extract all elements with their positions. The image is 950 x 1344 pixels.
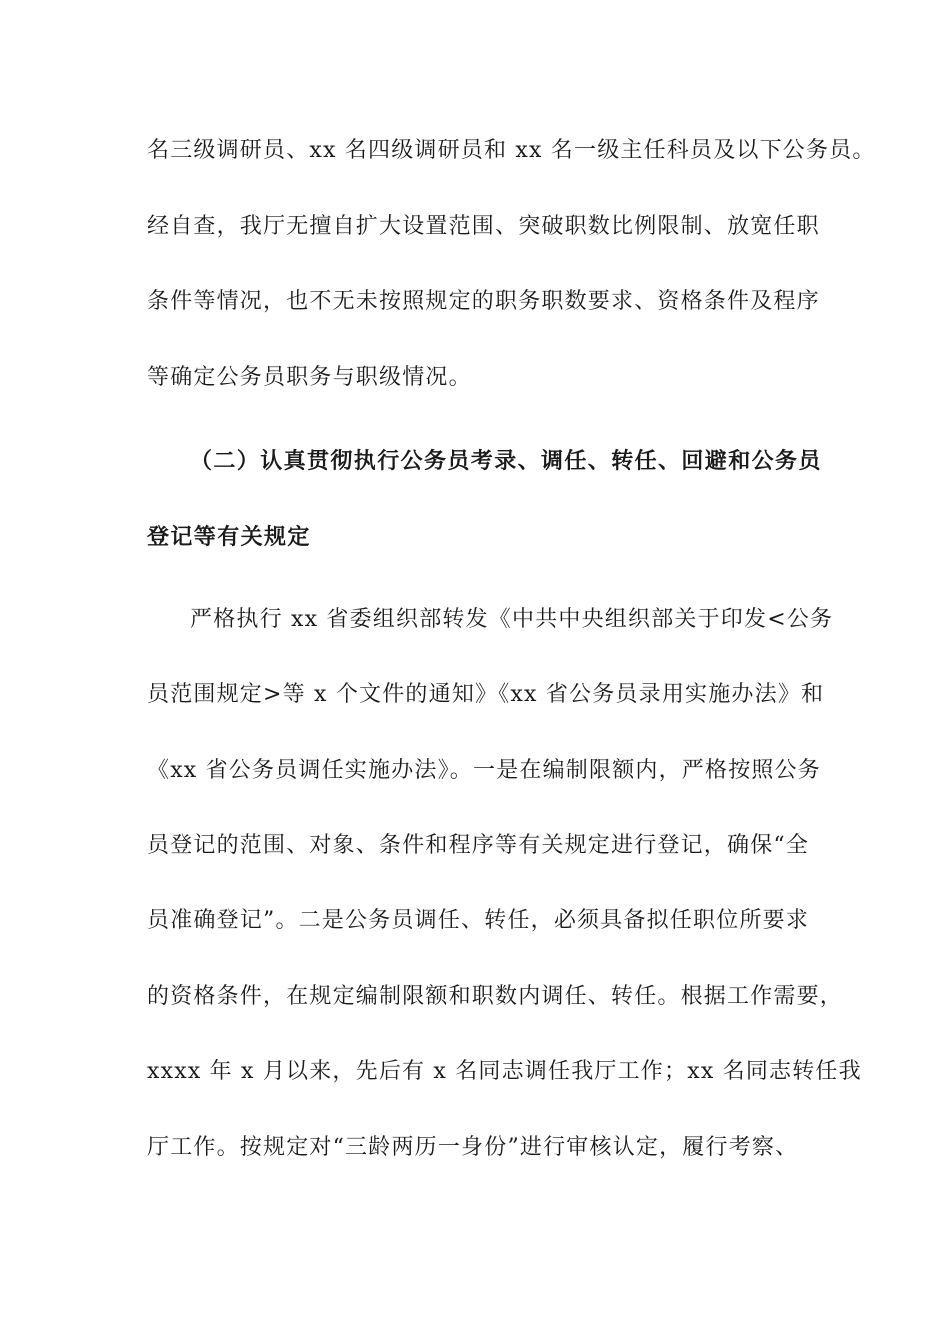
text-line: 经自查，我厅无擅自扩大设置范围、突破职数比例限制、放宽任职 [147, 214, 820, 239]
text-line: 员登记的范围、对象、条件和程序等有关规定进行登记，确保“全 [147, 833, 810, 858]
text-line: 的资格条件，在规定编制限额和职数内调任、转任。根据工作需要， [147, 984, 844, 1009]
text-line: 《xx 省公务员调任实施办法》。一是在编制限额内，严格按照公务 [147, 758, 822, 783]
heading-line: （二）认真贯彻执行公务员考录、调任、转任、回避和公务员 [190, 448, 822, 474]
heading-line: 登记等有关规定 [147, 524, 311, 550]
text-line: 严格执行 xx 省委组织部转发《中共中央组织部关于印发<公务 [190, 607, 834, 632]
text-line: xxxx 年 x 月以来，先后有 x 名同志调任我厅工作；xx 名同志转任我 [147, 1059, 862, 1084]
text-line: 员范围规定>等 x 个文件的通知》《xx 省公务员录用实施办法》和 [147, 682, 825, 707]
text-line: 等确定公务员职务与职级情况。 [147, 365, 472, 390]
text-line: 条件等情况，也不无未按照规定的职务职数要求、资格条件及程序 [147, 289, 820, 314]
text-line: 名三级调研员、xx 名四级调研员和 xx 名一级主任科员及以下公务员。 [147, 138, 876, 163]
text-line: 厅工作。按规定对“三龄两历一身份”进行审核认定，履行考察、 [147, 1135, 799, 1160]
text-line: 员准确登记”。二是公务员调任、转任，必须具备拟任职位所要求 [147, 908, 810, 933]
